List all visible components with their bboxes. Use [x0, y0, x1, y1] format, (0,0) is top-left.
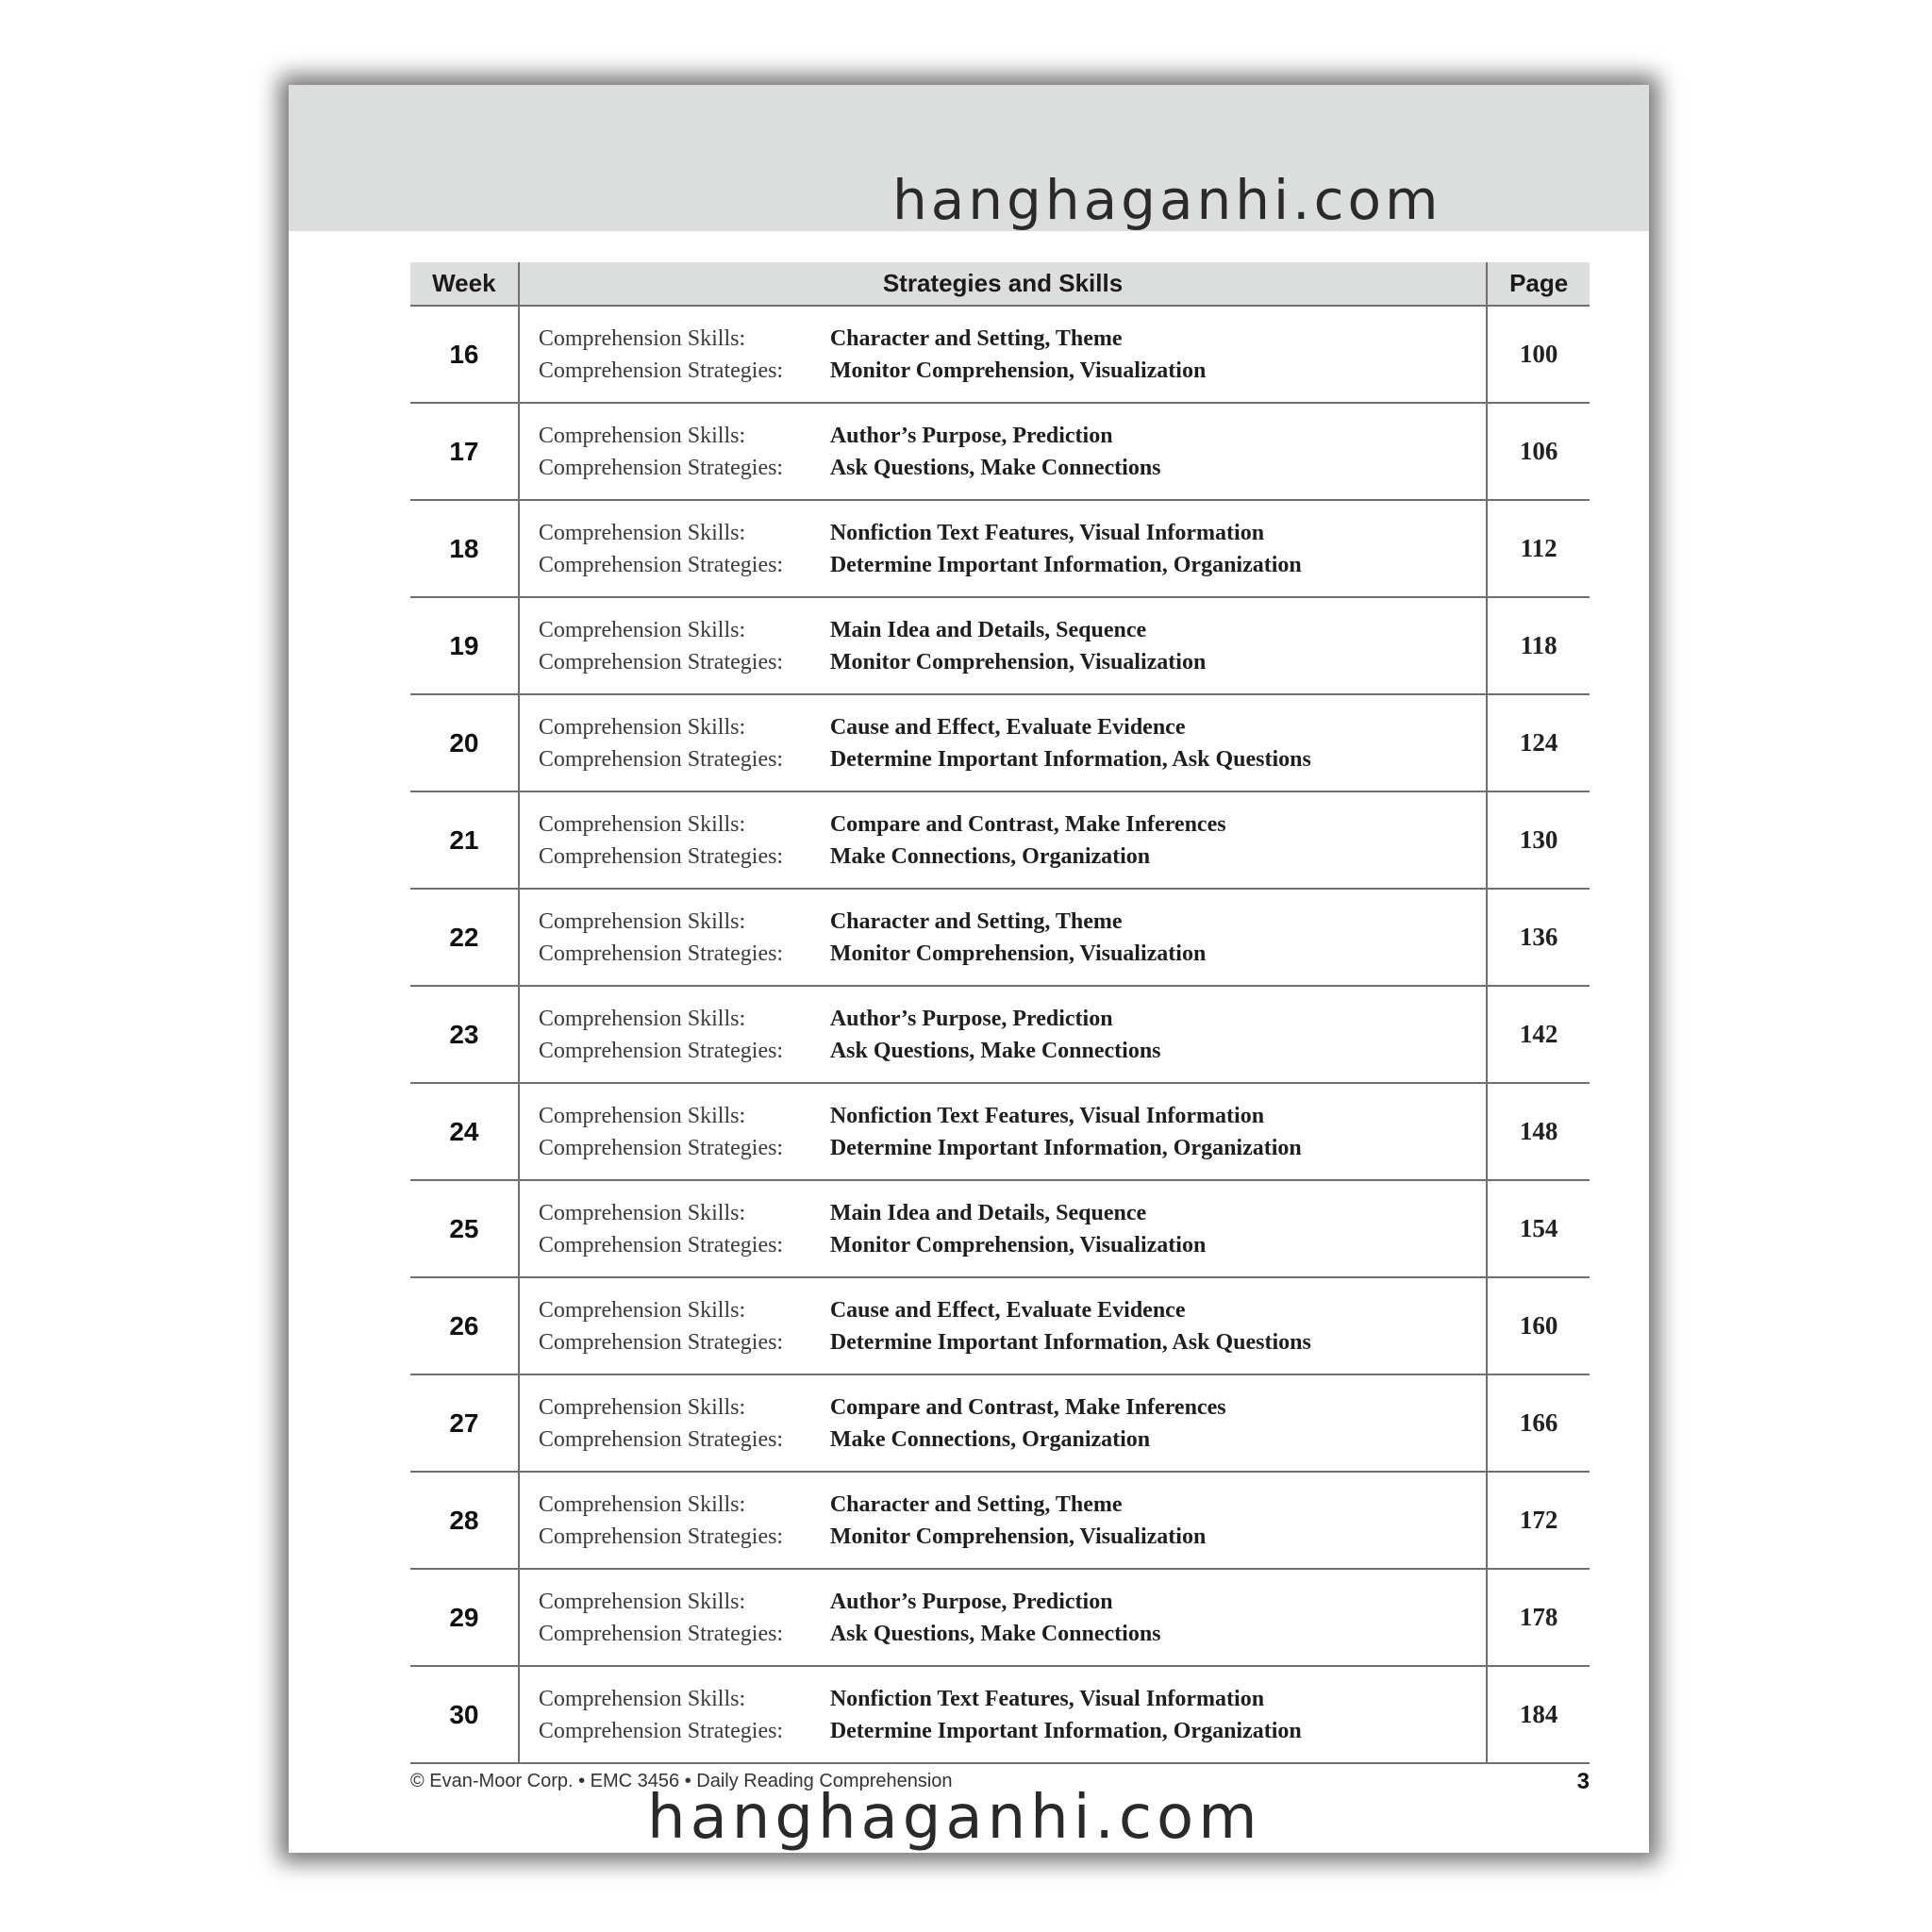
- strategies-line: [539, 743, 1311, 775]
- skills-value: Cause and Effect, Evaluate Evidence: [829, 714, 1186, 740]
- week-number: 20: [449, 727, 479, 758]
- page-number-cell: 130: [1486, 792, 1590, 888]
- watermark-bottom: hanghaganhi.com: [647, 1783, 1262, 1853]
- page-number-cell: 154: [1486, 1181, 1590, 1276]
- skills-value: Main Idea and Details, Sequence: [829, 1200, 1147, 1225]
- strategies-label: Comprehension Strategies:: [538, 1426, 784, 1452]
- week-number: 29: [449, 1602, 479, 1632]
- strategies-value: Determine Important Information, Organization: [829, 1718, 1302, 1743]
- page-number-cell: 136: [1486, 890, 1590, 985]
- week-number: 21: [449, 824, 479, 855]
- strategies-value: Determine Important Information, Organization: [829, 552, 1302, 577]
- table-row: [410, 501, 1590, 598]
- strategies-line: [539, 549, 1302, 581]
- week-number: 25: [449, 1213, 479, 1243]
- table-body: [410, 307, 1590, 1764]
- skills-line: [539, 808, 1226, 841]
- page-number-cell: 112: [1486, 501, 1590, 596]
- strategies-line: [539, 1521, 1206, 1553]
- skills-line: [539, 711, 1186, 743]
- skills-label: Comprehension Skills:: [538, 1103, 746, 1128]
- skills-label: Comprehension Skills:: [538, 423, 746, 448]
- skills-cell: [518, 1181, 1486, 1276]
- skills-cell: [518, 1084, 1486, 1179]
- strategies-line: [539, 1132, 1302, 1164]
- skills-value: Compare and Contrast, Make Inferences: [829, 1394, 1226, 1420]
- skills-label: Comprehension Skills:: [538, 908, 746, 934]
- strategies-value: Determine Important Information, Ask Questions: [829, 1329, 1311, 1355]
- week-number: 16: [449, 339, 479, 369]
- skills-cell: [518, 1667, 1486, 1762]
- strategies-line: [539, 1618, 1161, 1650]
- strategies-value: Monitor Comprehension, Visualization: [829, 1524, 1207, 1549]
- strategies-line: [539, 1326, 1311, 1358]
- skills-line: [539, 323, 1123, 355]
- strategies-value: Determine Important Information, Organization: [829, 1135, 1302, 1160]
- strategies-value: Monitor Comprehension, Visualization: [829, 941, 1207, 966]
- strategies-line: [539, 355, 1206, 387]
- week-number: 30: [449, 1699, 479, 1729]
- page-number: 3: [1576, 1769, 1590, 1794]
- strategies-value: Ask Questions, Make Connections: [829, 1038, 1161, 1063]
- skills-line: [539, 1294, 1186, 1326]
- strategies-line: [539, 1229, 1206, 1261]
- table-row: [410, 1084, 1590, 1181]
- table-row: [410, 695, 1590, 792]
- skills-cell: [518, 987, 1486, 1082]
- week-number: 26: [449, 1310, 479, 1341]
- page-number-cell: 124: [1486, 695, 1590, 791]
- strategies-value: Determine Important Information, Ask Questions: [829, 746, 1311, 772]
- strategies-label: Comprehension Strategies:: [538, 1135, 784, 1160]
- skills-line: [539, 1391, 1226, 1424]
- skills-line: [539, 1489, 1123, 1521]
- strategies-value: Ask Questions, Make Connections: [829, 1621, 1161, 1646]
- skills-line: [539, 517, 1264, 549]
- skills-label: Comprehension Skills:: [538, 811, 746, 837]
- skills-cell: [518, 890, 1486, 985]
- strategies-label: Comprehension Strategies:: [538, 1232, 784, 1257]
- strategies-label: Comprehension Strategies:: [538, 649, 784, 675]
- skills-line: [539, 420, 1113, 452]
- page-number-cell: 184: [1486, 1667, 1590, 1762]
- skills-cell: [518, 307, 1486, 402]
- skills-value: Author’s Purpose, Prediction: [829, 423, 1113, 448]
- page-number-cell: 160: [1486, 1278, 1590, 1374]
- skills-line: [539, 1003, 1113, 1035]
- table-row: [410, 307, 1590, 404]
- skills-label: Comprehension Skills:: [538, 1686, 746, 1711]
- page-number-cell: 166: [1486, 1375, 1590, 1471]
- skills-line: [539, 1683, 1264, 1715]
- strategies-value: Monitor Comprehension, Visualization: [829, 1232, 1207, 1257]
- skills-cell: [518, 598, 1486, 693]
- page-number-cell: 118: [1486, 598, 1590, 693]
- table-row: [410, 1181, 1590, 1278]
- skills-value: Nonfiction Text Features, Visual Information: [829, 520, 1265, 545]
- table-row: [410, 1375, 1590, 1473]
- page-number-cell: 142: [1486, 987, 1590, 1082]
- skills-line: [539, 1586, 1113, 1618]
- skills-cell: [518, 1375, 1486, 1471]
- page-number-cell: 178: [1486, 1570, 1590, 1665]
- strategies-value: Make Connections, Organization: [829, 843, 1151, 869]
- table-row: [410, 1278, 1590, 1375]
- week-number: 22: [449, 922, 479, 952]
- page-number-cell: 106: [1486, 404, 1590, 499]
- skills-label: Comprehension Skills:: [538, 325, 746, 351]
- strategies-line: [539, 452, 1161, 484]
- skills-value: Cause and Effect, Evaluate Evidence: [829, 1297, 1186, 1323]
- week-number: 19: [449, 630, 479, 660]
- page-number-cell: 100: [1486, 307, 1590, 402]
- strategies-line: [539, 1715, 1302, 1747]
- header-skills: Strategies and Skills: [518, 262, 1487, 305]
- week-number: 28: [449, 1505, 479, 1535]
- skills-cell: [518, 792, 1486, 888]
- table-row: [410, 1667, 1590, 1764]
- strategies-line: [539, 938, 1206, 970]
- week-number: 24: [449, 1116, 479, 1146]
- strategies-line: [539, 1035, 1161, 1067]
- skills-label: Comprehension Skills:: [538, 1200, 746, 1225]
- footer-copyright: © Evan-Moor Corp. • EMC 3456 • Daily Reading Comprehension: [410, 1771, 953, 1791]
- skills-label: Comprehension Skills:: [538, 714, 746, 740]
- strategies-line: [539, 1424, 1150, 1456]
- header-page: Page: [1486, 262, 1590, 305]
- skills-value: Character and Setting, Theme: [829, 1491, 1123, 1517]
- table-row: [410, 1473, 1590, 1570]
- table-row: [410, 598, 1590, 695]
- header-week: Week: [432, 269, 496, 297]
- strategies-line: [539, 646, 1206, 678]
- skills-label: Comprehension Skills:: [538, 1006, 746, 1031]
- week-number: 18: [449, 533, 479, 563]
- strategies-label: Comprehension Strategies:: [538, 358, 784, 383]
- skills-line: [539, 614, 1146, 646]
- strategies-value: Ask Questions, Make Connections: [829, 455, 1161, 480]
- skills-label: Comprehension Skills:: [538, 1589, 746, 1614]
- week-number: 27: [449, 1407, 479, 1438]
- strategies-value: Monitor Comprehension, Visualization: [829, 358, 1207, 383]
- skills-line: [539, 1197, 1146, 1229]
- strategies-line: [539, 841, 1150, 873]
- strategies-label: Comprehension Strategies:: [538, 941, 784, 966]
- skills-label: Comprehension Skills:: [538, 520, 746, 545]
- strategies-value: Monitor Comprehension, Visualization: [829, 649, 1207, 675]
- skills-value: Nonfiction Text Features, Visual Information: [829, 1103, 1265, 1128]
- skills-value: Character and Setting, Theme: [829, 325, 1123, 351]
- contents-table: [410, 262, 1590, 1764]
- skills-label: Comprehension Skills:: [538, 1297, 746, 1323]
- skills-line: [539, 906, 1123, 938]
- strategies-label: Comprehension Strategies:: [538, 1621, 784, 1646]
- skills-value: Nonfiction Text Features, Visual Information: [829, 1686, 1265, 1711]
- skills-cell: [518, 1570, 1486, 1665]
- strategies-label: Comprehension Strategies:: [538, 1524, 784, 1549]
- strategies-label: Comprehension Strategies:: [538, 746, 784, 772]
- table-row: [410, 987, 1590, 1084]
- page-number-cell: 148: [1486, 1084, 1590, 1179]
- skills-value: Compare and Contrast, Make Inferences: [829, 811, 1226, 837]
- strategies-label: Comprehension Strategies:: [538, 843, 784, 869]
- page-number-cell: 172: [1486, 1473, 1590, 1568]
- strategies-label: Comprehension Strategies:: [538, 552, 784, 577]
- table-row: [410, 1570, 1590, 1667]
- skills-value: Author’s Purpose, Prediction: [829, 1589, 1113, 1614]
- strategies-label: Comprehension Strategies:: [538, 1718, 784, 1743]
- week-number: 17: [449, 436, 479, 466]
- skills-cell: [518, 501, 1486, 596]
- week-number: 23: [449, 1019, 479, 1049]
- skills-value: Character and Setting, Theme: [829, 908, 1123, 934]
- strategies-label: Comprehension Strategies:: [538, 455, 784, 480]
- strategies-label: Comprehension Strategies:: [538, 1038, 784, 1063]
- skills-cell: [518, 1278, 1486, 1374]
- table-row: [410, 792, 1590, 890]
- strategies-label: Comprehension Strategies:: [538, 1329, 784, 1355]
- document-page: [289, 85, 1649, 1853]
- table-row: [410, 404, 1590, 501]
- table-header: [410, 262, 1590, 307]
- strategies-value: Make Connections, Organization: [829, 1426, 1151, 1452]
- skills-value: Author’s Purpose, Prediction: [829, 1006, 1113, 1031]
- skills-cell: [518, 1473, 1486, 1568]
- watermark-top: hanghaganhi.com: [892, 168, 1442, 232]
- skills-label: Comprehension Skills:: [538, 1394, 746, 1420]
- skills-label: Comprehension Skills:: [538, 617, 746, 642]
- skills-value: Main Idea and Details, Sequence: [829, 617, 1147, 642]
- skills-cell: [518, 695, 1486, 791]
- skills-line: [539, 1100, 1264, 1132]
- skills-label: Comprehension Skills:: [538, 1491, 746, 1517]
- skills-cell: [518, 404, 1486, 499]
- table-row: [410, 890, 1590, 987]
